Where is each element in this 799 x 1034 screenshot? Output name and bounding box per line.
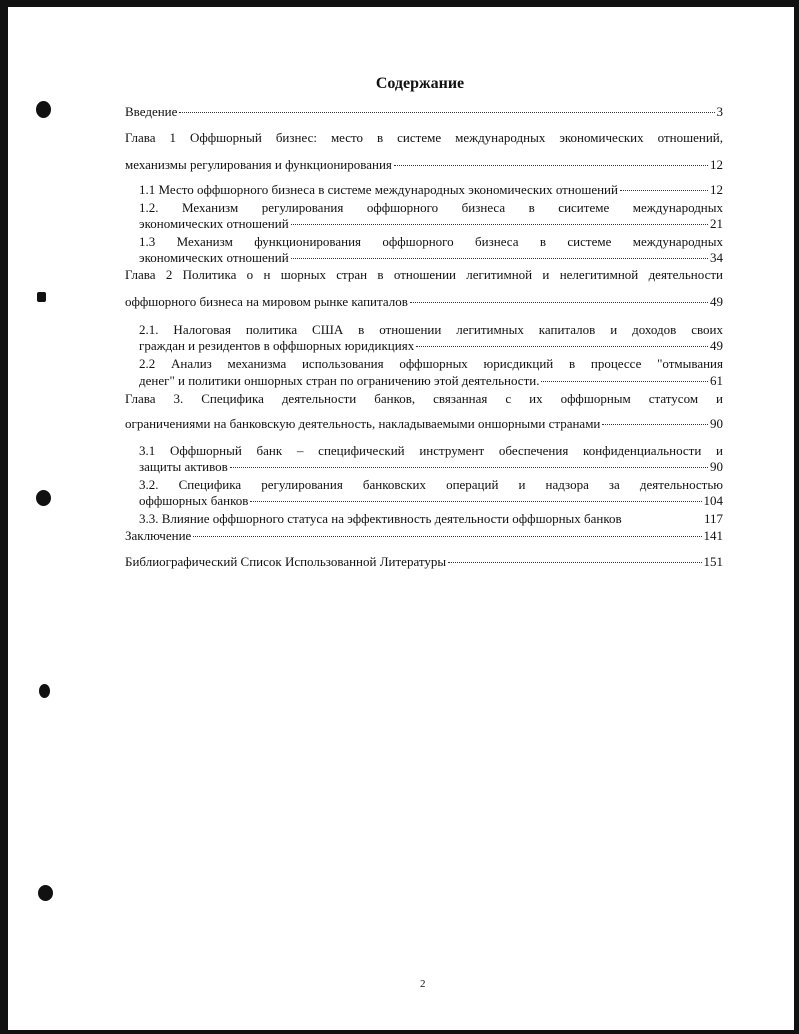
toc-section-3-3[interactable] (139, 511, 723, 527)
leader-dots (410, 302, 708, 303)
toc-entry-bibliography[interactable] (125, 554, 723, 570)
leader-dots (250, 501, 701, 502)
toc-page-number: 104 (703, 493, 723, 508)
toc-page-number: 151 (703, 554, 723, 569)
toc-page-number: 12 (710, 182, 723, 197)
toc-entry-text: Введение (125, 104, 178, 119)
toc-section-3-1[interactable] (139, 459, 723, 475)
leader-dots (193, 536, 701, 537)
toc-section-1-3-line1[interactable]: 1.3 Механизм функционирования оффшорного бизнеса в системе международных (139, 234, 723, 249)
page-number: 2 (420, 978, 426, 990)
toc-page-number: 49 (710, 294, 723, 309)
toc-page-number: 90 (710, 416, 723, 431)
toc-page-number: 90 (710, 459, 723, 474)
leader-dots (448, 562, 701, 563)
toc-entry-text: Библиографический Список Использованной Литературы (125, 554, 447, 569)
toc-section-2-2[interactable] (139, 373, 723, 389)
page-title: Содержание (375, 75, 465, 92)
toc-entry-text: механизмы регулирования и функционирования (125, 157, 392, 172)
toc-chapter-2-line1[interactable]: Глава 2 Политика о н шорных стран в отношении легитимной и нелегитимной деятельности (125, 267, 723, 282)
toc-chapter-2[interactable] (125, 294, 723, 310)
toc-entry-text: ограничениями на банковскую деятельность, накладываемыми оншорными странами (125, 416, 601, 431)
toc-section-2-1[interactable] (139, 338, 723, 354)
toc-section-1-2-line1[interactable]: 1.2. Механизм регулирования оффшорного бизнеса в сиситеме международных (139, 200, 723, 215)
toc-page-number: 141 (703, 528, 723, 543)
toc-chapter-1-line1[interactable]: Глава 1 Оффшорный бизнес: место в системе международных экономических отношений, (125, 130, 723, 145)
toc-entry-text: Заключение (125, 528, 192, 543)
leader-dots (179, 112, 714, 113)
leader-dots (230, 467, 708, 468)
toc-section-2-2-line1[interactable]: 2.2 Анализ механизма использования оффшорных юрисдикций в процессе "отмывания (139, 356, 723, 371)
leader-dots (602, 424, 708, 425)
toc-page-number: 49 (710, 338, 723, 353)
leader-dots (291, 224, 708, 225)
toc-entry-intro[interactable] (125, 104, 723, 120)
leader-dots (394, 165, 708, 166)
toc-entry-text: денег" и политики оншорных стран по ограничению этой деятельности. (139, 373, 540, 388)
toc-section-2-1-line1[interactable]: 2.1. Налоговая политика США в отношении легитимных капиталов и доходов своих (139, 322, 723, 337)
toc-page-number: 12 (710, 157, 723, 172)
toc-section-1-3[interactable] (139, 250, 723, 266)
toc-entry-text: оффшорного бизнеса на мировом рынке капиталов (125, 294, 408, 309)
leader-dots (291, 258, 708, 259)
scan-blot (36, 101, 51, 118)
toc-entry-text: экономических отношений (139, 250, 289, 265)
toc-page-number: 117 (703, 511, 723, 526)
toc-entry-text: экономических отношений (139, 216, 289, 231)
toc-chapter-3[interactable] (125, 416, 723, 432)
scan-blot (39, 684, 50, 698)
scan-blot (37, 292, 46, 302)
leader-dots (620, 190, 708, 191)
toc-entry-text: граждан и резидентов в оффшорных юридикциях (139, 338, 415, 353)
toc-page-number: 3 (716, 104, 723, 119)
toc-entry-text: защиты активов (139, 459, 228, 474)
toc-entry-text: оффшорных банков (139, 493, 249, 508)
scan-blot (36, 490, 51, 506)
toc-chapter-1[interactable] (125, 157, 723, 173)
leader-dots (416, 346, 708, 347)
scan-blot (38, 885, 53, 901)
toc-page-number: 34 (710, 250, 723, 265)
toc-chapter-3-line1[interactable]: Глава 3. Специфика деятельности банков, связанная с их оффшорным статусом и (125, 391, 723, 406)
toc-entry-conclusion[interactable] (125, 528, 723, 544)
toc-entry-text: 1.1 Место оффшорного бизнеса в системе международных экономических отношений (139, 182, 618, 197)
toc-entry-text: 3.3. Влияние оффшорного статуса на эффективность деятельности оффшорных банков (139, 511, 622, 526)
toc-section-3-2-line1[interactable]: 3.2. Специфика регулирования банковских операций и надзора за деятельностью (139, 477, 723, 492)
toc-section-3-1-line1[interactable]: 3.1 Оффшорный банк – специфический инструмент обеспечения конфиденциальности и (139, 443, 723, 458)
toc-section-1-1[interactable] (139, 182, 723, 198)
toc-section-1-2[interactable] (139, 216, 723, 232)
toc-page-number: 21 (710, 216, 723, 231)
toc-page-number: 61 (710, 373, 723, 388)
toc-section-3-2[interactable] (139, 493, 723, 509)
leader-dots (541, 381, 708, 382)
